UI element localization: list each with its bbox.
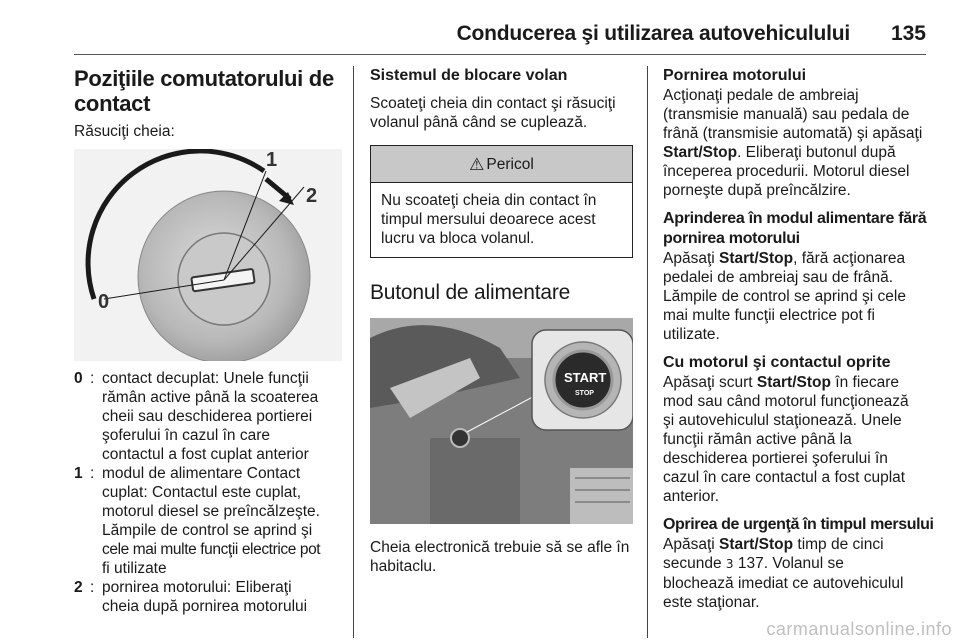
- label-2: 2: [306, 185, 318, 207]
- subheading-starting: Pornirea motorului: [663, 67, 807, 84]
- ignition-key-illustration: [74, 149, 342, 361]
- section-heading-ignition: Poziţiile comutatorului de contact: [74, 66, 334, 116]
- list-item: 0 : contact decuplat: Unele funcţii rămân active până la scoaterea cheii sau deschiderea portierei şoferului în cazul în care contactul a fost cuplat anterior: [74, 370, 319, 463]
- list-item: 2 : pornirea motorului: Eliberaţi cheia după pornirea motorului: [74, 579, 308, 615]
- intro-text: Răsuciţi cheia:: [74, 123, 175, 140]
- ignition-figure: [74, 149, 342, 361]
- figure-caption: Cheia electronică trebuie să se afle în habitaclu.: [370, 539, 630, 575]
- subheading-emergency-stop: Oprirea de urgenţă în timpul mersului: [663, 516, 934, 533]
- list-item: 1 : modul de alimentare Contact cuplat: Contactul este cuplat, motorul diesel se preîncălzeşte. Lămpile de control se aprind şi cele mai multe funcţii electrice pot fi utilizate: [74, 465, 321, 577]
- steering-lock-text: Scoateţi cheia din contact şi răsuciţi volanul până când se cuplează.: [370, 95, 616, 131]
- warning-icon: ⚠: [469, 154, 485, 174]
- watermark: carmanualsonline.info: [766, 619, 952, 639]
- column-3: [663, 66, 933, 612]
- start-label: START: [564, 370, 607, 385]
- warning-body: Nu scoateţi cheia din contact în timpul mersului deoarece acest lucru va bloca volanul.: [381, 192, 597, 247]
- dashboard-illustration: [370, 318, 633, 524]
- section-heading-steering-lock: Sistemul de blocare volan: [370, 67, 568, 84]
- page-reference-arrow-icon[interactable]: 3: [725, 557, 734, 571]
- subheading-power-mode: Aprinderea în modul alimentare fără pornirea motorului: [663, 210, 927, 247]
- stop-label: STOP: [575, 390, 594, 397]
- air-vent: [570, 468, 633, 524]
- page-number: 135: [890, 22, 926, 45]
- small-start-button: [451, 429, 469, 447]
- section-emergency-stop: Oprirea de urgenţă în timpul mersului Apăsaţi Start/Stop timp de cinci secunde 3 137. Volanul se blochează imediat ce autovehiculul este staţionar.: [663, 516, 934, 611]
- section-heading-power-button: Butonul de alimentare: [370, 281, 571, 304]
- section-power-mode: Aprinderea în modul alimentare fără pornirea motorului Apăsaţi Start/Stop, fără acţionarea pedalei de ambreiaj sau de frână. Lămpile de control se aprind şi cele mai multe funcţii electrice pot fi utilizate.: [663, 209, 933, 344]
- label-1: 1: [266, 149, 278, 171]
- column-1: [74, 66, 342, 616]
- page-title: Conducerea şi utilizarea autovehiculului: [456, 22, 850, 45]
- start-button-figure: [370, 318, 633, 524]
- warning-header: [371, 146, 632, 183]
- label-0: 0: [98, 291, 110, 313]
- position-list: [74, 369, 342, 616]
- warning-title: Pericol: [486, 155, 534, 173]
- page-header: [74, 0, 926, 55]
- section-engine-off: Cu motorul şi contactul oprite Apăsaţi scurt Start/Stop în fiecare mod sau când motorul funcţionează şi autovehiculul staţionează. Unele funcţii rămân active până la deschiderea portierei şoferului în cazul în care contactul a fost cuplat anterior.: [663, 353, 933, 506]
- column-2: [370, 66, 633, 576]
- column-divider-1: [353, 66, 354, 638]
- warning-box: [370, 145, 633, 258]
- subheading-engine-off: Cu motorul şi contactul oprite: [663, 354, 891, 371]
- section-starting-engine: Pornirea motorului Acţionaţi pedale de ambreiaj (transmisie manuală) sau pedala de frână (transmisie automată) şi apăsaţi Start/Stop. Eliberaţi butonul după începerea procedurii. Motorul diesel porneşte după preîncălzire.: [663, 66, 933, 200]
- column-divider-2: [647, 66, 648, 638]
- dash-panel: [430, 438, 520, 524]
